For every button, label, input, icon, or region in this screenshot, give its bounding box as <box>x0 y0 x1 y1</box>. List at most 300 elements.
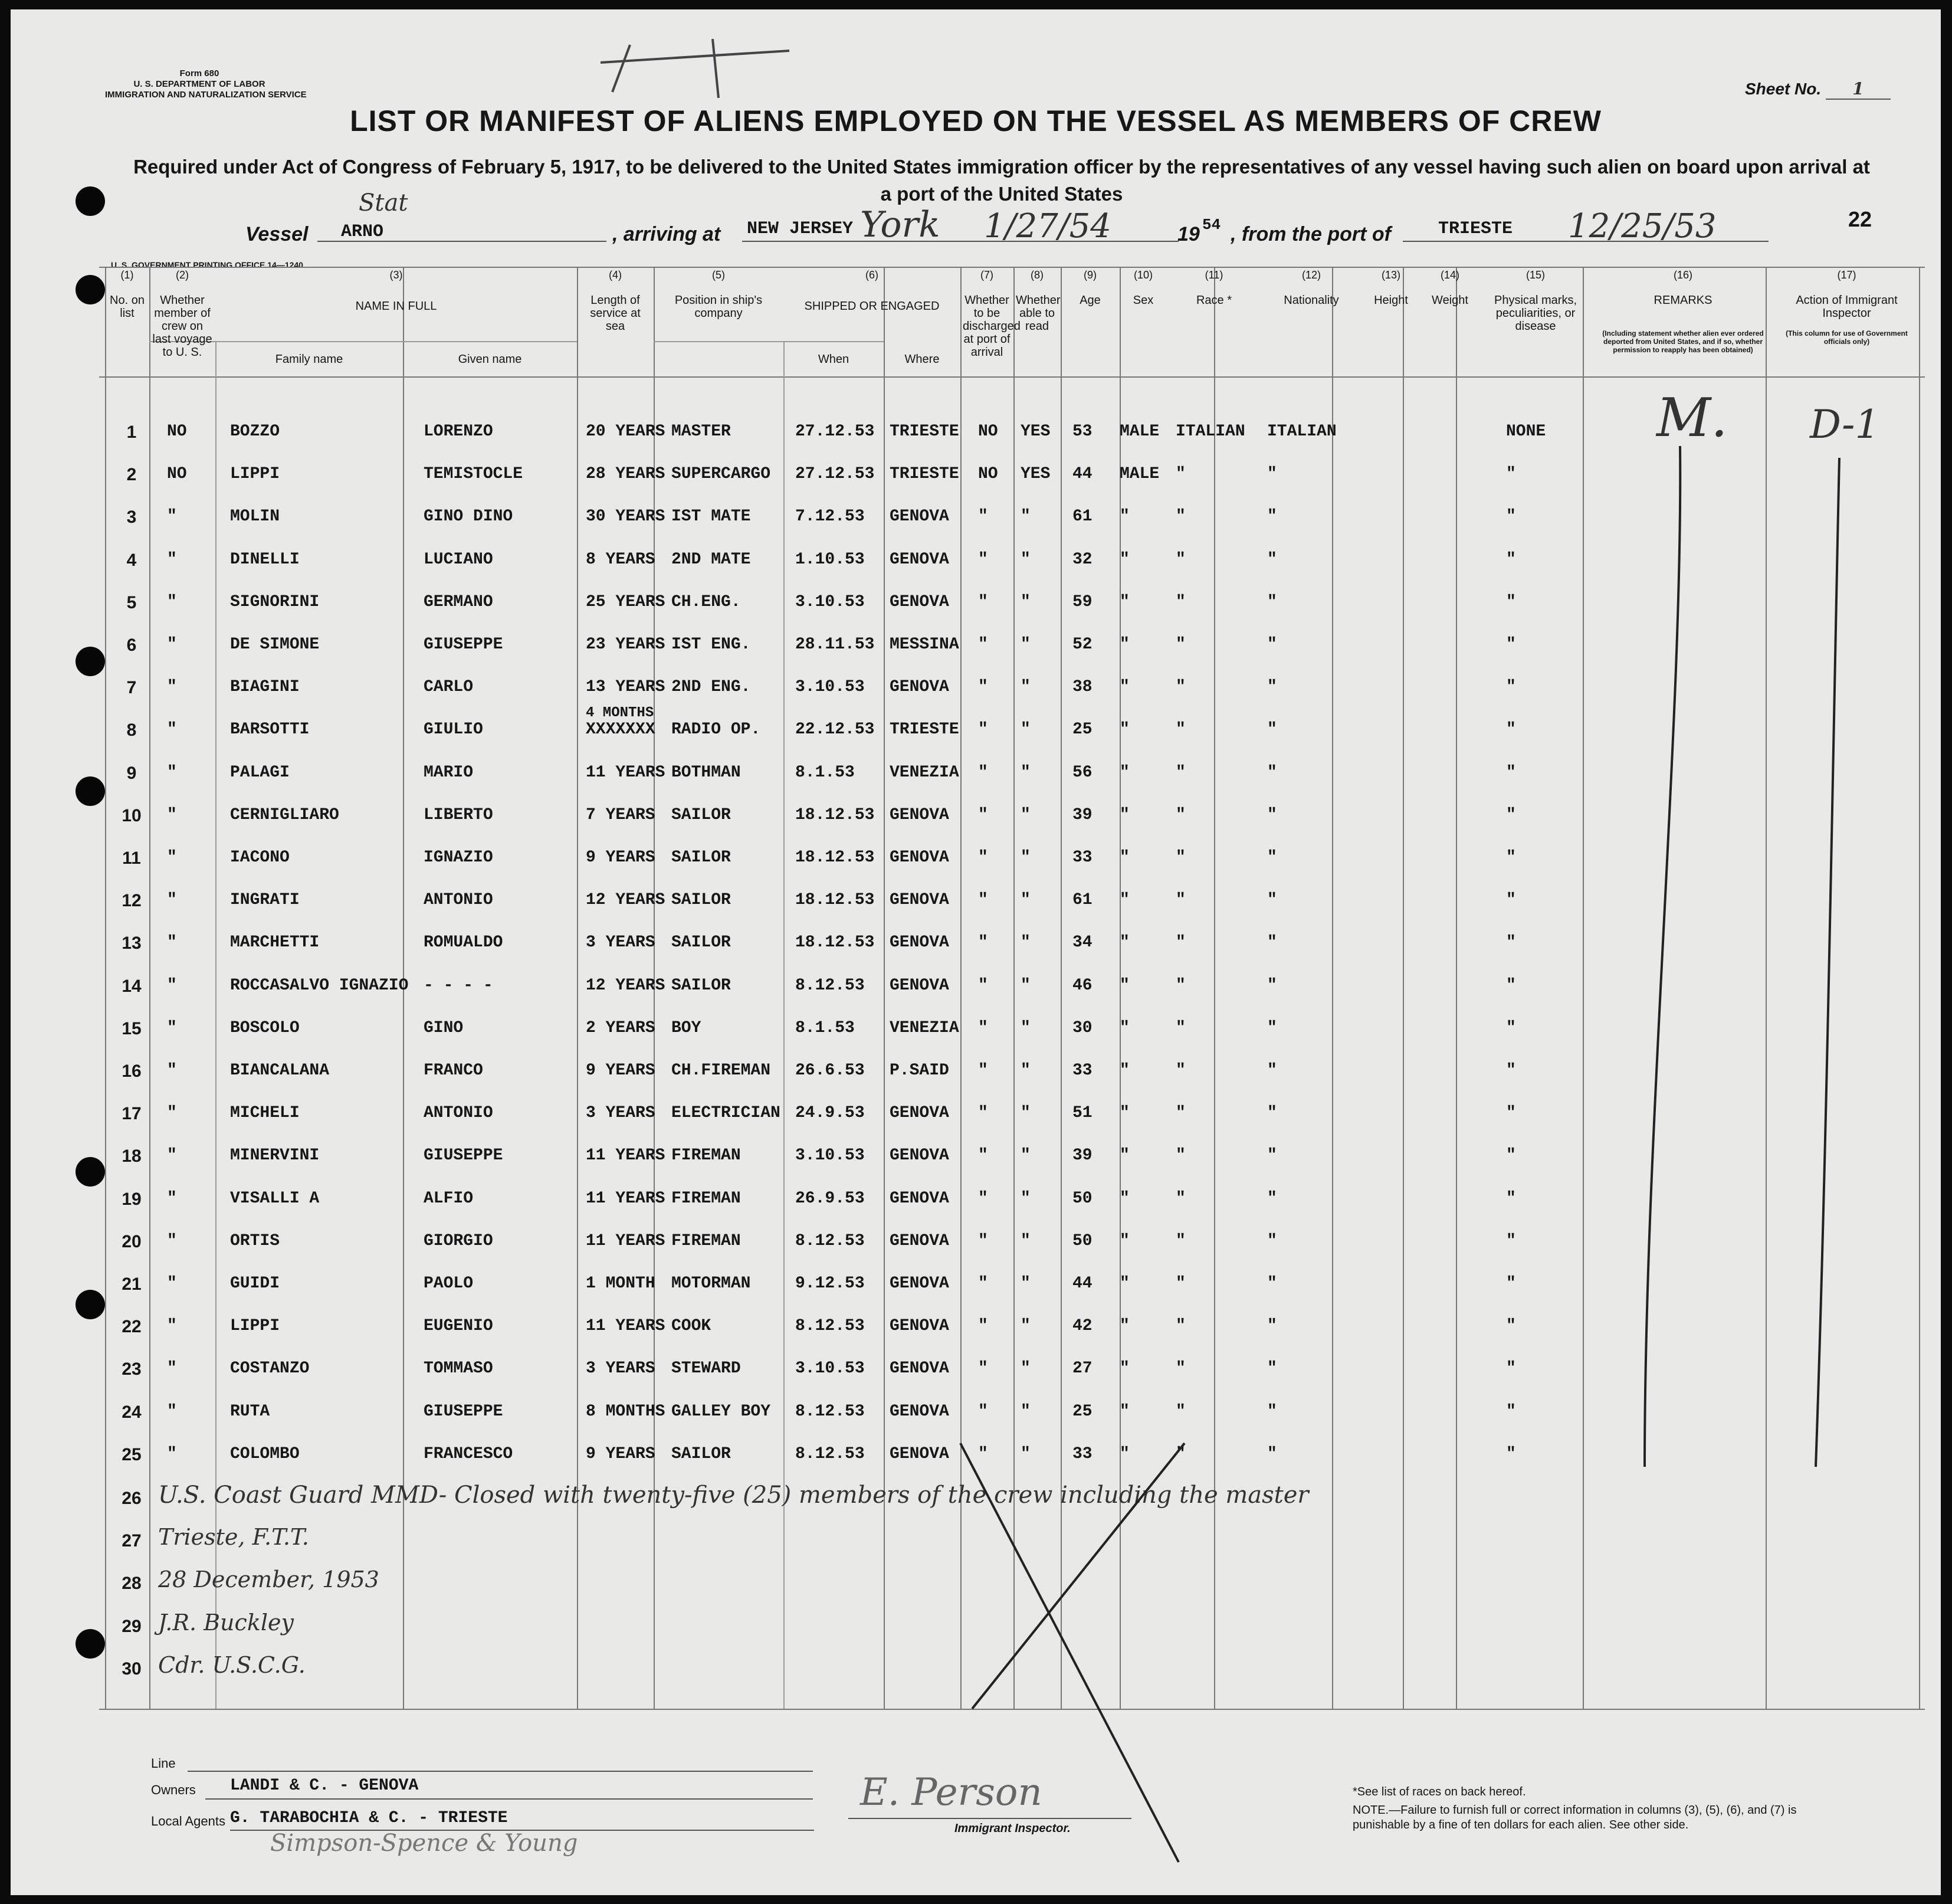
cell-discharge: " <box>978 1018 988 1037</box>
cell-nationality: " <box>1267 848 1277 867</box>
cell-shipped-when: 27.12.53 <box>795 422 875 441</box>
cell-nationality: " <box>1267 1146 1277 1165</box>
cell-able-to-read: " <box>1021 592 1031 611</box>
cell-family-name: BARSOTTI <box>230 720 310 739</box>
cell-last-voyage: " <box>167 1231 177 1250</box>
cell-able-to-read: " <box>1021 507 1031 526</box>
cell-shipped-when: 22.12.53 <box>795 720 875 739</box>
cell-shipped-where: P.SAID <box>890 1061 949 1080</box>
year-value: 54 <box>1202 216 1221 234</box>
cell-family-name: ORTIS <box>230 1231 280 1250</box>
line-label: Line <box>151 1756 176 1771</box>
cell-last-voyage: " <box>167 1359 177 1378</box>
cell-service-length: 28 YEARS <box>586 465 665 484</box>
form-number: Form 680 <box>179 68 219 78</box>
cell-race: " <box>1176 550 1186 569</box>
cell-shipped-where: GENOVA <box>890 507 949 526</box>
cell-given-name: LORENZO <box>424 422 493 441</box>
column-number: (12) <box>1301 269 1321 281</box>
from-label: , from the port of <box>1231 223 1391 245</box>
cell-family-name: COSTANZO <box>230 1359 310 1378</box>
arrival-date-hand: 1/27/54 <box>984 207 1111 245</box>
cell-shipped-when: 3.10.53 <box>795 678 865 697</box>
cell-able-to-read: " <box>1021 1444 1031 1463</box>
cell-physical-marks: " <box>1506 933 1516 952</box>
cell-nationality: " <box>1267 1444 1277 1463</box>
cell-shipped-where: GENOVA <box>890 550 949 569</box>
cell-race: " <box>1176 805 1186 824</box>
cell-shipped-when: 18.12.53 <box>795 805 875 824</box>
cell-row-number: 22 <box>122 1317 142 1337</box>
cell-service-length: 13 YEARS <box>586 678 665 697</box>
cell-given-name: GIULIO <box>424 720 483 739</box>
cell-sex: MALE <box>1120 422 1160 441</box>
page-title: LIST OR MANIFEST OF ALIENS EMPLOYED ON THE VESSEL AS MEMBERS OF CREW <box>350 104 1602 137</box>
cell-given-name: GINO DINO <box>424 507 513 526</box>
note-label: NOTE. <box>1353 1804 1389 1817</box>
cell-discharge: " <box>978 1317 988 1336</box>
cell-given-name: IGNAZIO <box>424 848 493 867</box>
cell-family-name: RUTA <box>230 1402 270 1421</box>
cell-sex: " <box>1120 678 1130 697</box>
cell-shipped-when: 18.12.53 <box>795 848 875 867</box>
cell-able-to-read: YES <box>1021 465 1051 484</box>
cell-last-voyage: " <box>167 1018 177 1037</box>
cell-age: 61 <box>1072 507 1093 526</box>
cell-able-to-read: " <box>1021 678 1031 697</box>
cell-shipped-where: GENOVA <box>890 1444 949 1463</box>
column-header-label: Weight <box>1432 294 1468 307</box>
cell-family-name: IACONO <box>230 848 290 867</box>
cell-age: 25 <box>1072 720 1093 739</box>
cell-service-length: 12 YEARS <box>586 976 665 995</box>
cell-family-name: ROCCASALVO IGNAZIO <box>230 976 409 995</box>
cell-last-voyage: " <box>167 1317 177 1336</box>
cell-position: BOY <box>671 1018 701 1037</box>
cell-shipped-where: GENOVA <box>890 678 949 697</box>
cell-age: 44 <box>1072 1274 1093 1293</box>
cell-physical-marks: " <box>1506 592 1516 611</box>
owners-value: LANDI & C. - GENOVA <box>230 1777 419 1795</box>
cell-service-length: 8 MONTHS <box>586 1402 665 1421</box>
column-number: (17) <box>1837 269 1856 281</box>
cell-able-to-read: " <box>1021 720 1031 739</box>
year-prefix: 19 <box>1177 223 1200 245</box>
cell-last-voyage: " <box>167 592 177 611</box>
cell-race: " <box>1176 592 1186 611</box>
column-number: (6) <box>865 269 878 281</box>
column-subheader-label: Where <box>904 353 940 366</box>
cell-service-length: 30 YEARS <box>586 507 665 526</box>
cell-able-to-read: " <box>1021 1189 1031 1208</box>
cell-sex: " <box>1120 1018 1130 1037</box>
department-label: U. S. DEPARTMENT OF LABOR <box>133 79 265 89</box>
cell-shipped-when: 26.6.53 <box>795 1061 865 1080</box>
cell-shipped-where: GENOVA <box>890 1359 949 1378</box>
cell-position: FIREMAN <box>671 1231 741 1250</box>
arriving-label: , arriving at <box>612 223 721 245</box>
cell-age: 44 <box>1072 465 1093 484</box>
cell-discharge: NO <box>978 422 998 441</box>
column-number: (8) <box>1031 269 1044 281</box>
cell-age: 61 <box>1072 891 1093 910</box>
cell-race: " <box>1176 1146 1186 1165</box>
cell-family-name: LIPPI <box>230 1317 280 1336</box>
cell-given-name: LUCIANO <box>424 550 493 569</box>
cell-race: " <box>1176 465 1186 484</box>
cell-nationality: " <box>1267 763 1277 782</box>
cell-physical-marks: " <box>1506 1018 1516 1037</box>
cell-last-voyage: " <box>167 1189 177 1208</box>
cell-family-name: INGRATI <box>230 891 300 910</box>
cell-last-voyage: " <box>167 1444 177 1463</box>
cell-able-to-read: " <box>1021 635 1031 654</box>
cell-physical-marks: " <box>1506 891 1516 910</box>
cell-physical-marks: " <box>1506 465 1516 484</box>
cell-row-number: 2 <box>126 465 137 485</box>
cell-discharge: NO <box>978 465 998 484</box>
note-text: —Failure to furnish full or correct information in columns (3), (5), (6), and (7) is punishable by a fine of ten dollars for each alien. See other side. <box>1353 1804 1797 1831</box>
printing-office: U. S. GOVERNMENT PRINTING OFFICE 14—1240 <box>111 260 303 270</box>
cell-service-length: 11 YEARS <box>586 1231 665 1250</box>
cell-row-number: 3 <box>126 507 137 527</box>
cell-family-name: BOZZO <box>230 422 280 441</box>
cell-race: " <box>1176 1274 1186 1293</box>
cell-nationality: " <box>1267 1018 1277 1037</box>
cell-row-number: 6 <box>126 635 137 655</box>
cell-nationality: " <box>1267 1189 1277 1208</box>
cell-age: 33 <box>1072 848 1093 867</box>
column-header-label: Nationality <box>1284 294 1339 307</box>
cell-discharge: " <box>978 1189 988 1208</box>
handwritten-note: Cdr. U.S.C.G. <box>158 1651 306 1678</box>
cell-family-name: BOSCOLO <box>230 1018 300 1037</box>
cell-position: ELECTRICIAN <box>671 1104 780 1123</box>
cell-sex: " <box>1120 1061 1130 1080</box>
cell-shipped-when: 8.12.53 <box>795 1444 865 1463</box>
column-number: (15) <box>1525 269 1545 281</box>
cell-last-voyage: " <box>167 507 177 526</box>
cell-sex: " <box>1120 933 1130 952</box>
cell-family-name: LIPPI <box>230 465 280 484</box>
cell-physical-marks: " <box>1506 763 1516 782</box>
column-subheader-label: When <box>818 353 849 366</box>
cell-discharge: " <box>978 1402 988 1421</box>
cell-last-voyage: " <box>167 1146 177 1165</box>
cell-family-name: MOLIN <box>230 507 280 526</box>
cell-row-number: 30 <box>122 1659 142 1679</box>
handwritten-note: 28 December, 1953 <box>158 1567 379 1593</box>
manifest-sheet <box>11 9 1941 1895</box>
cell-shipped-where: GENOVA <box>890 848 949 867</box>
cell-nationality: " <box>1267 550 1277 569</box>
cell-nationality: " <box>1267 805 1277 824</box>
handwritten-note: J.R. Buckley <box>158 1609 294 1636</box>
cell-family-name: MARCHETTI <box>230 933 320 952</box>
cell-position: IST ENG. <box>671 635 751 654</box>
cell-physical-marks: " <box>1506 805 1516 824</box>
cell-service-length: 11 YEARS <box>586 1189 665 1208</box>
cell-last-voyage: " <box>167 848 177 867</box>
column-number: (11) <box>1205 269 1223 281</box>
cell-discharge: " <box>978 1061 988 1080</box>
cell-service-length: 9 YEARS <box>586 1444 655 1463</box>
cell-given-name: TEMISTOCLE <box>424 465 523 484</box>
failure-note <box>1353 1803 1801 1833</box>
cell-row-number: 16 <box>122 1061 142 1081</box>
cell-nationality: ITALIAN <box>1267 422 1337 441</box>
handwritten-note: Trieste, F.T.T. <box>158 1524 309 1551</box>
cell-sex: " <box>1120 592 1130 611</box>
cell-family-name: MINERVINI <box>230 1146 320 1165</box>
cell-shipped-when: 24.9.53 <box>795 1104 865 1123</box>
cell-service-length: 9 YEARS <box>586 1061 655 1080</box>
cell-shipped-where: TRIESTE <box>890 422 959 441</box>
cell-position: STEWARD <box>671 1359 741 1378</box>
cell-discharge: " <box>978 1274 988 1293</box>
cell-nationality: " <box>1267 678 1277 697</box>
cell-physical-marks: " <box>1506 1146 1516 1165</box>
cell-nationality: " <box>1267 592 1277 611</box>
cell-row-number: 5 <box>126 592 137 612</box>
races-note: *See list of races on back hereof. <box>1353 1785 1526 1798</box>
cell-service-length: 2 YEARS <box>586 1018 655 1037</box>
cell-age: 39 <box>1072 805 1093 824</box>
cell-able-to-read: " <box>1021 1359 1031 1378</box>
owners-label: Owners <box>151 1782 196 1797</box>
cell-service-length: 25 YEARS <box>586 592 665 611</box>
cell-last-voyage: " <box>167 720 177 739</box>
cell-given-name: MARIO <box>424 763 474 782</box>
cell-shipped-when: 1.10.53 <box>795 550 865 569</box>
cell-discharge: " <box>978 933 988 952</box>
cell-shipped-where: GENOVA <box>890 1317 949 1336</box>
cell-physical-marks: " <box>1506 1359 1516 1378</box>
cell-shipped-where: TRIESTE <box>890 720 959 739</box>
cell-row-number: 23 <box>122 1359 142 1379</box>
cell-row-number: 19 <box>122 1189 142 1209</box>
cell-family-name: PALAGI <box>230 763 290 782</box>
column-subheader-label: Given name <box>458 353 522 366</box>
cell-last-voyage: " <box>167 1061 177 1080</box>
cell-race: ITALIAN <box>1176 422 1245 441</box>
cell-service-length: 20 YEARS <box>586 422 665 441</box>
cell-position: SAILOR <box>671 976 731 995</box>
column-number: (7) <box>980 269 993 281</box>
cell-family-name: COLOMBO <box>230 1444 300 1463</box>
page-number: 22 <box>1848 207 1872 231</box>
cell-race: " <box>1176 976 1186 995</box>
cell-shipped-when: 9.12.53 <box>795 1274 865 1293</box>
cell-physical-marks: " <box>1506 507 1516 526</box>
cell-last-voyage: " <box>167 1402 177 1421</box>
cell-row-number: 14 <box>122 976 142 996</box>
cell-shipped-where: GENOVA <box>890 1231 949 1250</box>
cell-row-number: 8 <box>126 720 137 740</box>
cell-service-length: 9 YEARS <box>586 848 655 867</box>
cell-nationality: " <box>1267 1317 1277 1336</box>
cell-shipped-when: 8.1.53 <box>795 763 855 782</box>
cell-service-length: 11 YEARS <box>586 1317 665 1336</box>
cell-age: 52 <box>1072 635 1093 654</box>
cell-physical-marks: " <box>1506 1274 1516 1293</box>
cell-family-name: BIAGINI <box>230 678 300 697</box>
cell-given-name: GINO <box>424 1018 464 1037</box>
agents-label: Local Agents <box>151 1814 225 1828</box>
cell-sex: " <box>1120 848 1130 867</box>
cell-sex: " <box>1120 635 1130 654</box>
cell-sex: " <box>1120 1231 1130 1250</box>
cell-able-to-read: " <box>1021 1274 1031 1293</box>
cell-position: IST MATE <box>671 507 751 526</box>
cell-discharge: " <box>978 1104 988 1123</box>
column-subheader-label: Family name <box>275 353 343 366</box>
cell-age: 50 <box>1072 1189 1093 1208</box>
cell-family-name: DINELLI <box>230 550 300 569</box>
vessel-value: ARNO <box>341 222 384 242</box>
cell-shipped-when: 8.12.53 <box>795 1231 865 1250</box>
cell-row-number: 15 <box>122 1018 142 1038</box>
cell-discharge: " <box>978 678 988 697</box>
cell-last-voyage: " <box>167 763 177 782</box>
cell-age: 33 <box>1072 1061 1093 1080</box>
cell-row-number: 9 <box>126 763 137 783</box>
cell-given-name: GIUSEPPE <box>424 635 503 654</box>
cell-race: " <box>1176 763 1186 782</box>
cell-position: MASTER <box>671 422 731 441</box>
cell-race: " <box>1176 678 1186 697</box>
cell-shipped-where: GENOVA <box>890 1189 949 1208</box>
cell-shipped-when: 18.12.53 <box>795 891 875 910</box>
cell-nationality: " <box>1267 465 1277 484</box>
cell-row-number: 17 <box>122 1104 142 1124</box>
cell-given-name: ALFIO <box>424 1189 474 1208</box>
cell-discharge: " <box>978 720 988 739</box>
cell-shipped-where: GENOVA <box>890 976 949 995</box>
cell-sex: " <box>1120 976 1130 995</box>
cell-last-voyage: " <box>167 550 177 569</box>
cell-physical-marks: " <box>1506 1189 1516 1208</box>
cell-shipped-where: VENEZIA <box>890 763 959 782</box>
cell-service-length: 1 MONTH <box>586 1274 655 1293</box>
cell-nationality: " <box>1267 976 1277 995</box>
cell-age: 46 <box>1072 976 1093 995</box>
cell-row-number: 12 <box>122 891 142 911</box>
cell-service-length: 7 YEARS <box>586 805 655 824</box>
column-header-label: No. on list <box>110 294 145 320</box>
cell-position: CH.ENG. <box>671 592 741 611</box>
cell-given-name: EUGENIO <box>424 1317 493 1336</box>
cell-row-number: 11 <box>122 848 141 868</box>
cell-service-length: 3 YEARS <box>586 933 655 952</box>
column-number: (9) <box>1084 269 1097 281</box>
cell-sex: " <box>1120 1274 1130 1293</box>
cell-row-number: 7 <box>126 678 137 698</box>
column-header-label: SHIPPED OR ENGAGED <box>804 300 940 313</box>
cell-given-name: ANTONIO <box>424 1104 493 1123</box>
cell-row-number: 10 <box>122 805 142 825</box>
cell-discharge: " <box>978 550 988 569</box>
cell-last-voyage: " <box>167 635 177 654</box>
cell-able-to-read: " <box>1021 1018 1031 1037</box>
cell-nationality: " <box>1267 507 1277 526</box>
cell-family-name: BIANCALANA <box>230 1061 330 1080</box>
cell-given-name: GERMANO <box>424 592 493 611</box>
cell-nationality: " <box>1267 635 1277 654</box>
cell-family-name: VISALLI A <box>230 1189 320 1208</box>
cell-discharge: " <box>978 507 988 526</box>
cell-row-number: 25 <box>122 1444 142 1464</box>
cell-sex: " <box>1120 763 1130 782</box>
column-header-label: Race * <box>1196 294 1232 307</box>
cell-nationality: " <box>1267 720 1277 739</box>
cell-last-voyage: " <box>167 1104 177 1123</box>
cell-shipped-where: GENOVA <box>890 1274 949 1293</box>
cell-discharge: " <box>978 1231 988 1250</box>
cell-service-length: 12 YEARS <box>586 891 665 910</box>
cell-row-number: 28 <box>122 1574 142 1594</box>
inspector-signature: E. Person <box>860 1771 1042 1814</box>
column-header-label: Position in ship's company <box>674 294 763 320</box>
cell-sex: " <box>1120 507 1130 526</box>
cell-nationality: " <box>1267 891 1277 910</box>
action-hand: D-1 <box>1810 402 1880 447</box>
cell-physical-marks: " <box>1506 635 1516 654</box>
cell-shipped-where: GENOVA <box>890 1146 949 1165</box>
cell-able-to-read: YES <box>1021 422 1051 441</box>
cell-row-number: 18 <box>122 1146 142 1166</box>
cell-given-name: FRANCO <box>424 1061 483 1080</box>
cell-age: 38 <box>1072 678 1093 697</box>
cell-sex: " <box>1120 1444 1130 1463</box>
port-value: TRIESTE <box>1438 219 1513 239</box>
cell-physical-marks: " <box>1506 550 1516 569</box>
cell-family-name: GUIDI <box>230 1274 280 1293</box>
cell-able-to-read: " <box>1021 763 1031 782</box>
cell-age: 51 <box>1072 1104 1093 1123</box>
cell-able-to-read: " <box>1021 891 1031 910</box>
cell-nationality: " <box>1267 1274 1277 1293</box>
cell-given-name: GIORGIO <box>424 1231 493 1250</box>
cell-family-name: CERNIGLIARO <box>230 805 339 824</box>
cell-able-to-read: " <box>1021 1317 1031 1336</box>
cell-given-name: ROMUALDO <box>424 933 503 952</box>
sheet-value: 1 <box>1826 79 1891 100</box>
cell-physical-marks: " <box>1506 1402 1516 1421</box>
cell-physical-marks: " <box>1506 1317 1516 1336</box>
cell-discharge: " <box>978 1444 988 1463</box>
cell-age: 27 <box>1072 1359 1093 1378</box>
column-number: (16) <box>1673 269 1692 281</box>
cell-age: 32 <box>1072 550 1093 569</box>
cell-physical-marks: NONE <box>1506 422 1546 441</box>
cell-age: 56 <box>1072 763 1093 782</box>
cell-position: RADIO OP. <box>671 720 761 739</box>
cell-age: 50 <box>1072 1231 1093 1250</box>
sheet-label: Sheet No. <box>1745 80 1822 98</box>
cell-service-length: 11 YEARS <box>586 1146 665 1165</box>
cell-race: " <box>1176 635 1186 654</box>
column-header-label: Whether able to read <box>1016 294 1061 333</box>
cell-last-voyage: " <box>167 976 177 995</box>
cell-last-voyage: " <box>167 678 177 697</box>
cell-position: SAILOR <box>671 891 731 910</box>
cell-last-voyage: NO <box>167 465 187 484</box>
cell-nationality: " <box>1267 1231 1277 1250</box>
column-header-label: REMARKS <box>1654 294 1712 307</box>
cell-nationality: " <box>1267 1402 1277 1421</box>
cell-row-number: 27 <box>122 1531 142 1551</box>
